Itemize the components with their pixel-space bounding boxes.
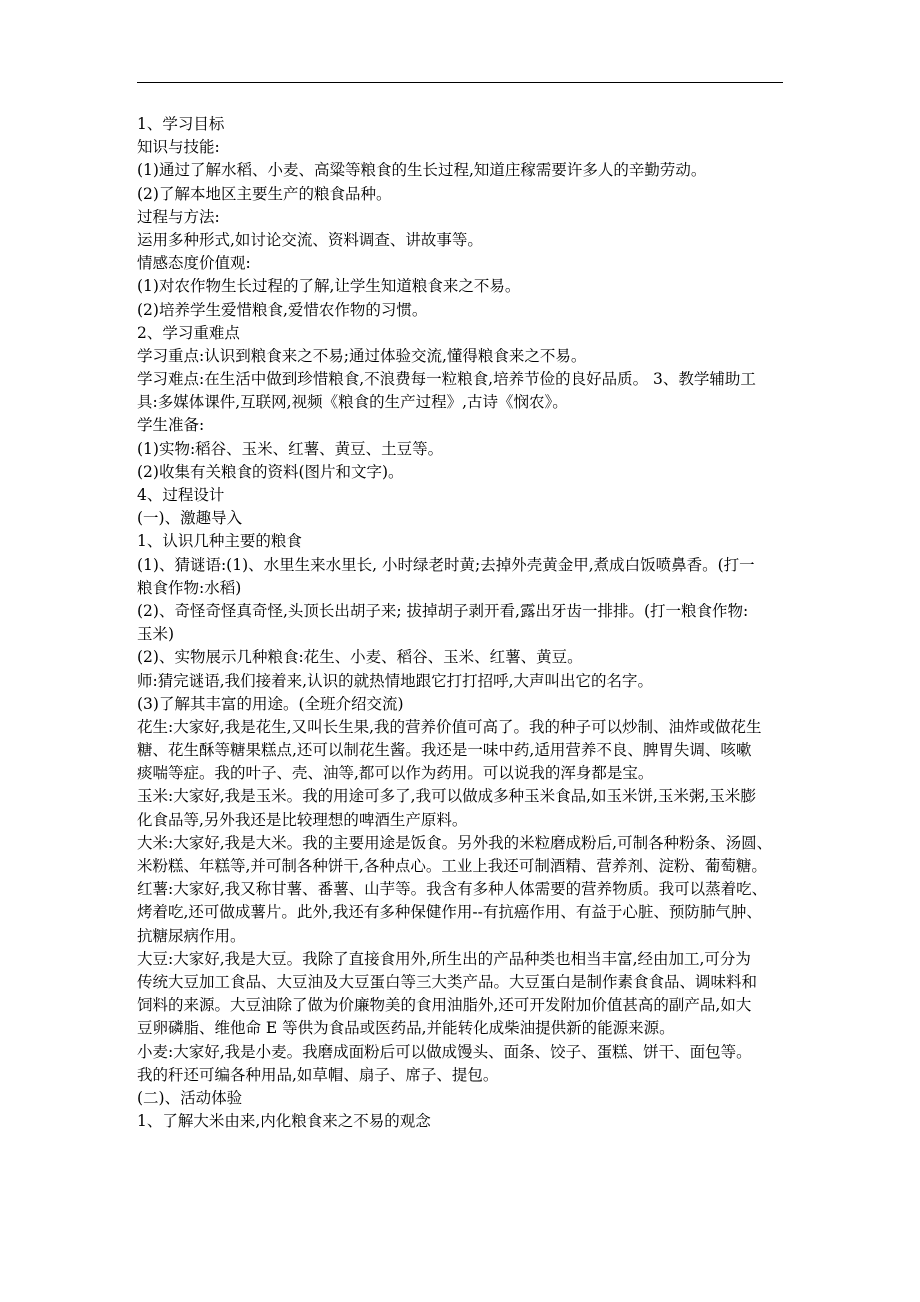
text-line: 学习重点:认识到粮食来之不易;通过体验交流,懂得粮食来之不易。 (137, 346, 587, 365)
text-line: 痰喘等症。我的叶子、壳、油等,都可以作为药用。可以说我的浑身都是宝。 (137, 764, 654, 783)
text-line: 花生:大家好,我是花生,又叫长生果,我的营养价值可高了。我的种子可以炒制、油炸或做花生 (137, 717, 762, 736)
text-line: 学习难点:在生活中做到珍惜粮食,不浪费每一粒粮食,培养节俭的良好品质。 3、教学辅助工 (137, 370, 756, 389)
text-line: (1)通过了解水稻、小麦、高粱等粮食的生长过程,知道庄稼需要许多人的辛勤劳动。 (137, 161, 707, 180)
text-line: 运用多种形式,如讨论交流、资料调查、讲故事等。 (137, 230, 483, 249)
text-line: 传统大豆加工食品、大豆油及大豆蛋白等三大类产品。大豆蛋白是制作素食食品、调味料和 (137, 972, 758, 991)
text-line: 学生准备: (137, 416, 205, 435)
text-line: 化食品等,另外我还是比较理想的啤酒生产原料。 (137, 810, 468, 829)
text-line: 红薯:大家好,我又称甘薯、番薯、山芋等。我含有多种人体需要的营养物质。我可以蒸着吃、 (137, 880, 768, 899)
document-body (137, 113, 787, 1133)
text-line: (1)对农作物生长过程的了解,让学生知道粮食来之不易。 (137, 277, 521, 296)
text-line: 知识与技能: (137, 138, 220, 157)
text-line: 1、认识几种主要的粮食 (137, 532, 302, 551)
text-line: (一)、激趣导入 (137, 509, 243, 528)
header-rule (137, 82, 783, 83)
text-line: 饲料的来源。大豆油除了做为价廉物美的食用油脂外,还可开发附加价值甚高的副产品,如大 (137, 996, 752, 1015)
text-line: 粮食作物:水稻) (137, 578, 242, 597)
text-line: 具:多媒体课件,互联网,视频《粮食的生产过程》,古诗《悯农》。 (137, 393, 568, 412)
text-line: 情感态度价值观: (137, 254, 251, 273)
text-line: 4、过程设计 (137, 486, 225, 504)
text-line: 米粉糕、年糕等,并可制各种饼干,各种点心。工业上我还可制酒精、营养剂、淀粉、葡萄糖。 (137, 857, 767, 875)
text-line: 我的秆还可编各种用品,如草帽、扇子、席子、提包。 (137, 1065, 499, 1084)
text-line: (1)实物:稻谷、玉米、红薯、黄豆、土豆等。 (137, 439, 444, 458)
text-line: 玉米:大家好,我是玉米。我的用途可多了,我可以做成多种玉米食品,如玉米饼,玉米粥,玉米膨 (137, 787, 756, 806)
text-line: 抗糖尿病作用。 (137, 926, 246, 945)
text-line: 烤着吃,还可做成薯片。此外,我还有多种保健作用--有抗癌作用、有益于心脏、预防肺气肿、 (137, 903, 762, 922)
text-line: 糖、花生酥等糖果糕点,还可以制花生酱。我还是一味中药,适用营养不良、脾胃失调、咳嗽 (137, 741, 752, 760)
text-line: (2)、实物展示几种粮食:花生、小麦、稻谷、玉米、红薯、黄豆。 (137, 648, 583, 667)
text-line: 豆卵磷脂、维他命 E 等供为食品或医药品,并能转化成柴油提供新的能源来源。 (137, 1019, 675, 1038)
text-line: 大豆:大家好,我是大豆。我除了直接食用外,所生出的产品种类也相当丰富,经由加工,可分为 (137, 949, 751, 968)
text-line: (2)、奇怪奇怪真奇怪,头顶长出胡子来; 拔掉胡子剥开看,露出牙齿一排排。(打一粮食作物: (137, 601, 749, 620)
text-line: (二)、活动体验 (137, 1088, 243, 1107)
text-line: 过程与方法: (137, 207, 220, 226)
text-line: 2、学习重难点 (137, 323, 240, 342)
text-line: (3)了解其丰富的用途。(全班介绍交流) (137, 694, 404, 713)
text-line: (1)、猜谜语:(1)、水里生来水里长, 小时绿老时黄;去掉外壳黄金甲,煮成白饭喷鼻香。(打一 (137, 555, 755, 574)
text-line: 1、学习目标 (137, 115, 225, 133)
text-line: (2)了解本地区主要生产的粮食品种。 (137, 184, 392, 203)
text-line: 师:猜完谜语,我们接着来,认识的就热情地跟它打打招呼,大声叫出它的名字。 (137, 671, 654, 690)
text-line: 1、了解大米由来,内化粮食来之不易的观念 (137, 1112, 431, 1131)
text-line: (2)收集有关粮食的资料(图片和文字)。 (137, 462, 404, 481)
text-line: 小麦:大家好,我是小麦。我磨成面粉后可以做成馒头、面条、饺子、蛋糕、饼干、面包等。 (137, 1042, 752, 1061)
text-line: 大米:大家好,我是大米。我的主要用途是饭食。另外我的米粒磨成粉后,可制各种粉条、汤圆、 (137, 833, 773, 852)
text-line: 玉米) (137, 625, 175, 644)
text-line: (2)培养学生爱惜粮食,爱惜农作物的习惯。 (137, 300, 428, 319)
